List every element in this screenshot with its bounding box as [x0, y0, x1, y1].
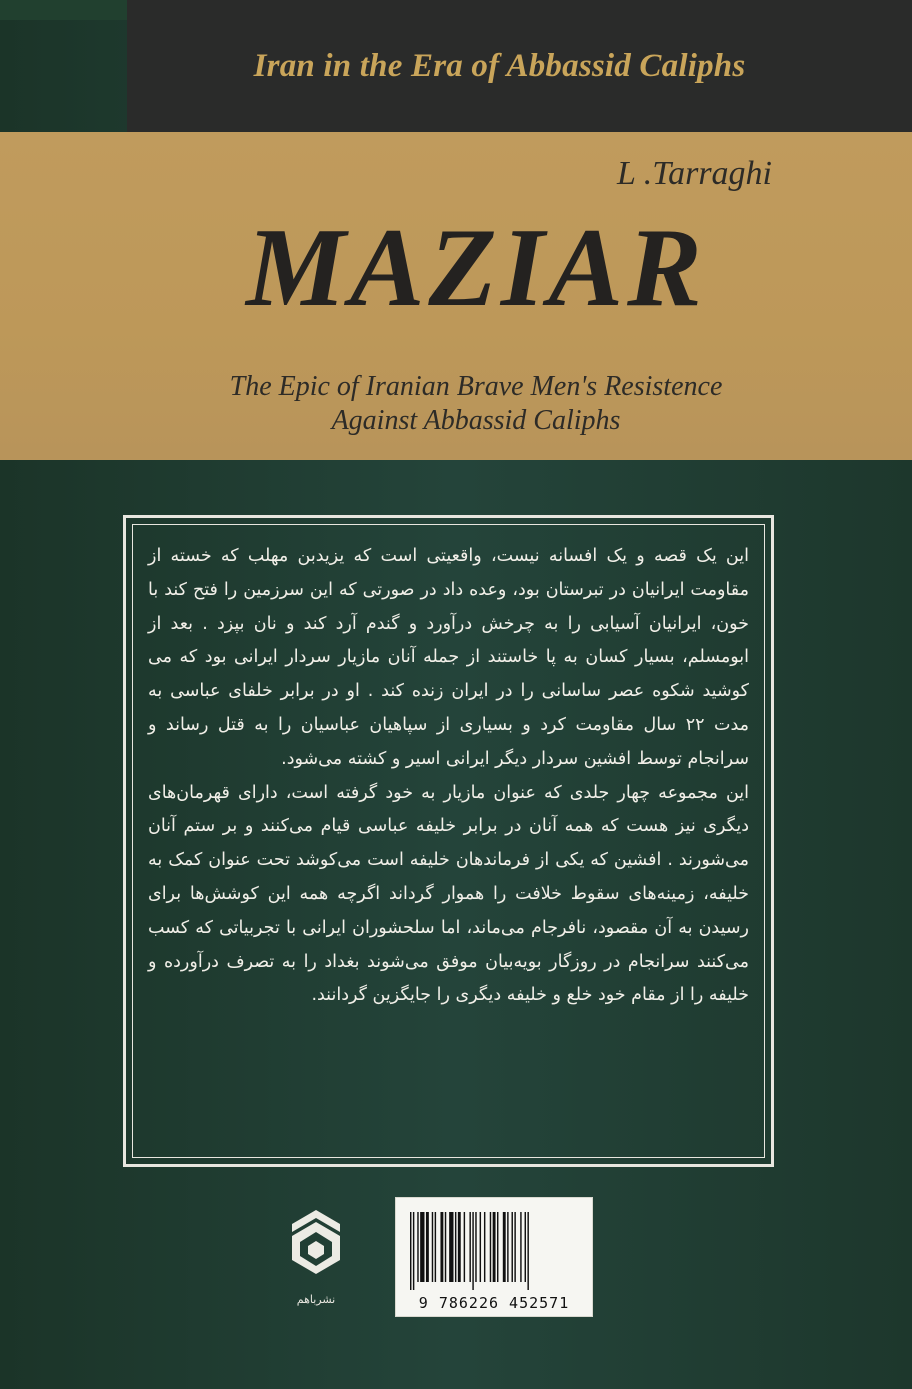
barcode-bar: [512, 1212, 513, 1282]
barcode-bar: [464, 1212, 465, 1282]
barcode-bar: [520, 1212, 521, 1282]
barcode-bar: [490, 1212, 491, 1282]
barcode-bar: [525, 1212, 526, 1282]
book-title: MAZIAR: [246, 206, 706, 330]
book-subtitle: [0, 370, 912, 438]
barcode-bar: [493, 1212, 496, 1282]
barcode-bar: [475, 1212, 476, 1282]
barcode-bar: [458, 1212, 461, 1282]
barcode-bar: [435, 1212, 436, 1282]
barcode-bar: [507, 1212, 508, 1282]
publisher-name: نشرباهم: [296, 1293, 336, 1306]
barcode-bar: [420, 1212, 424, 1282]
barcode-bar: [514, 1212, 515, 1282]
barcode-bar: [527, 1212, 528, 1290]
barcode: [395, 1197, 593, 1317]
barcode-bars: [410, 1212, 578, 1290]
blurb-paragraph-2: این مجموعه چهار جلدی که عنوان مازیار به خود گرفته است، دارای قهرمان‌های دیگری نیز هست که همه آنان در برابر خلیفه عباسی قیام می‌کنند و بر ستم آنان می‌شورند . افشین که یکی از فرماندهان خلیفه است می‌کوشد تحت عنوان کمک به خلیفه، زمینه‌های سقوط خلافت را هموار گرداند اگرچه همه این کوشش‌ها برای رسیدن به آن مقصود، نافرجام می‌ماند، اما سلحشوران ایرانی با تجربیاتی که کسب می‌کنند سرانجام در روزگار بویه‌بیان موفق می‌شوند بغداد را به تصرف درآورده و خلیفه را از مقام خود خلع و خلیفه دیگری را جایگزین گردانند.: [148, 782, 749, 1006]
barcode-bar: [472, 1212, 473, 1290]
barcode-bar: [432, 1212, 433, 1282]
blurb-paragraph-1: این یک قصه و یک افسانه نیست، واقعیتی است که یزیدبن مهلب که خسته از مقاومت ایرانیان در تبرستان بود، وعده داد در صورتی که این سرزمین را فتح کند با خون، ایرانیان آسیابی را به چرخش درآورد و گندم آرد کند و نان بپزد . بعد از ابومسلم، بسیار کسان به پا خاستند از جمله آنان مازیار سردار ایرانی بود که می کوشید شکوه عصر ساسانی را در ایران زنده کند . او در برابر خلفای عباسی به مدت ۲۲ سال مقاومت کرد و بسیاری از سپاهیان عباسیان را به قتل رساند و سرانجام توسط افشین سردار دیگر ایرانی اسیر و کشته می‌شود.: [148, 546, 749, 769]
barcode-bar: [503, 1212, 506, 1282]
series-title: Iran in the Era of Abbassid Caliphs: [253, 47, 746, 84]
blurb-frame: [123, 515, 774, 1167]
barcode-bar: [413, 1212, 414, 1290]
barcode-bar: [455, 1212, 456, 1282]
barcode-bar: [497, 1212, 498, 1282]
author-name: L .Tarraghi: [617, 155, 772, 192]
barcode-bar: [449, 1212, 453, 1282]
barcode-bar: [484, 1212, 485, 1282]
blurb-text: [148, 540, 749, 1013]
barcode-bar: [440, 1212, 443, 1282]
barcode-bar: [445, 1212, 446, 1282]
isbn-number: 9 786226 452571: [418, 1294, 570, 1312]
series-band: [127, 0, 912, 132]
barcode-bar: [469, 1212, 470, 1282]
subtitle-line-2: Against Abbassid Caliphs: [331, 405, 621, 436]
publisher-logo-icon: [286, 1206, 346, 1290]
barcode-bar: [417, 1212, 418, 1282]
barcode-bar: [426, 1212, 429, 1282]
subtitle-line-1: The Epic of Iranian Brave Men's Resistence: [229, 371, 723, 402]
barcode-bar: [410, 1212, 411, 1290]
barcode-bar: [480, 1212, 481, 1282]
